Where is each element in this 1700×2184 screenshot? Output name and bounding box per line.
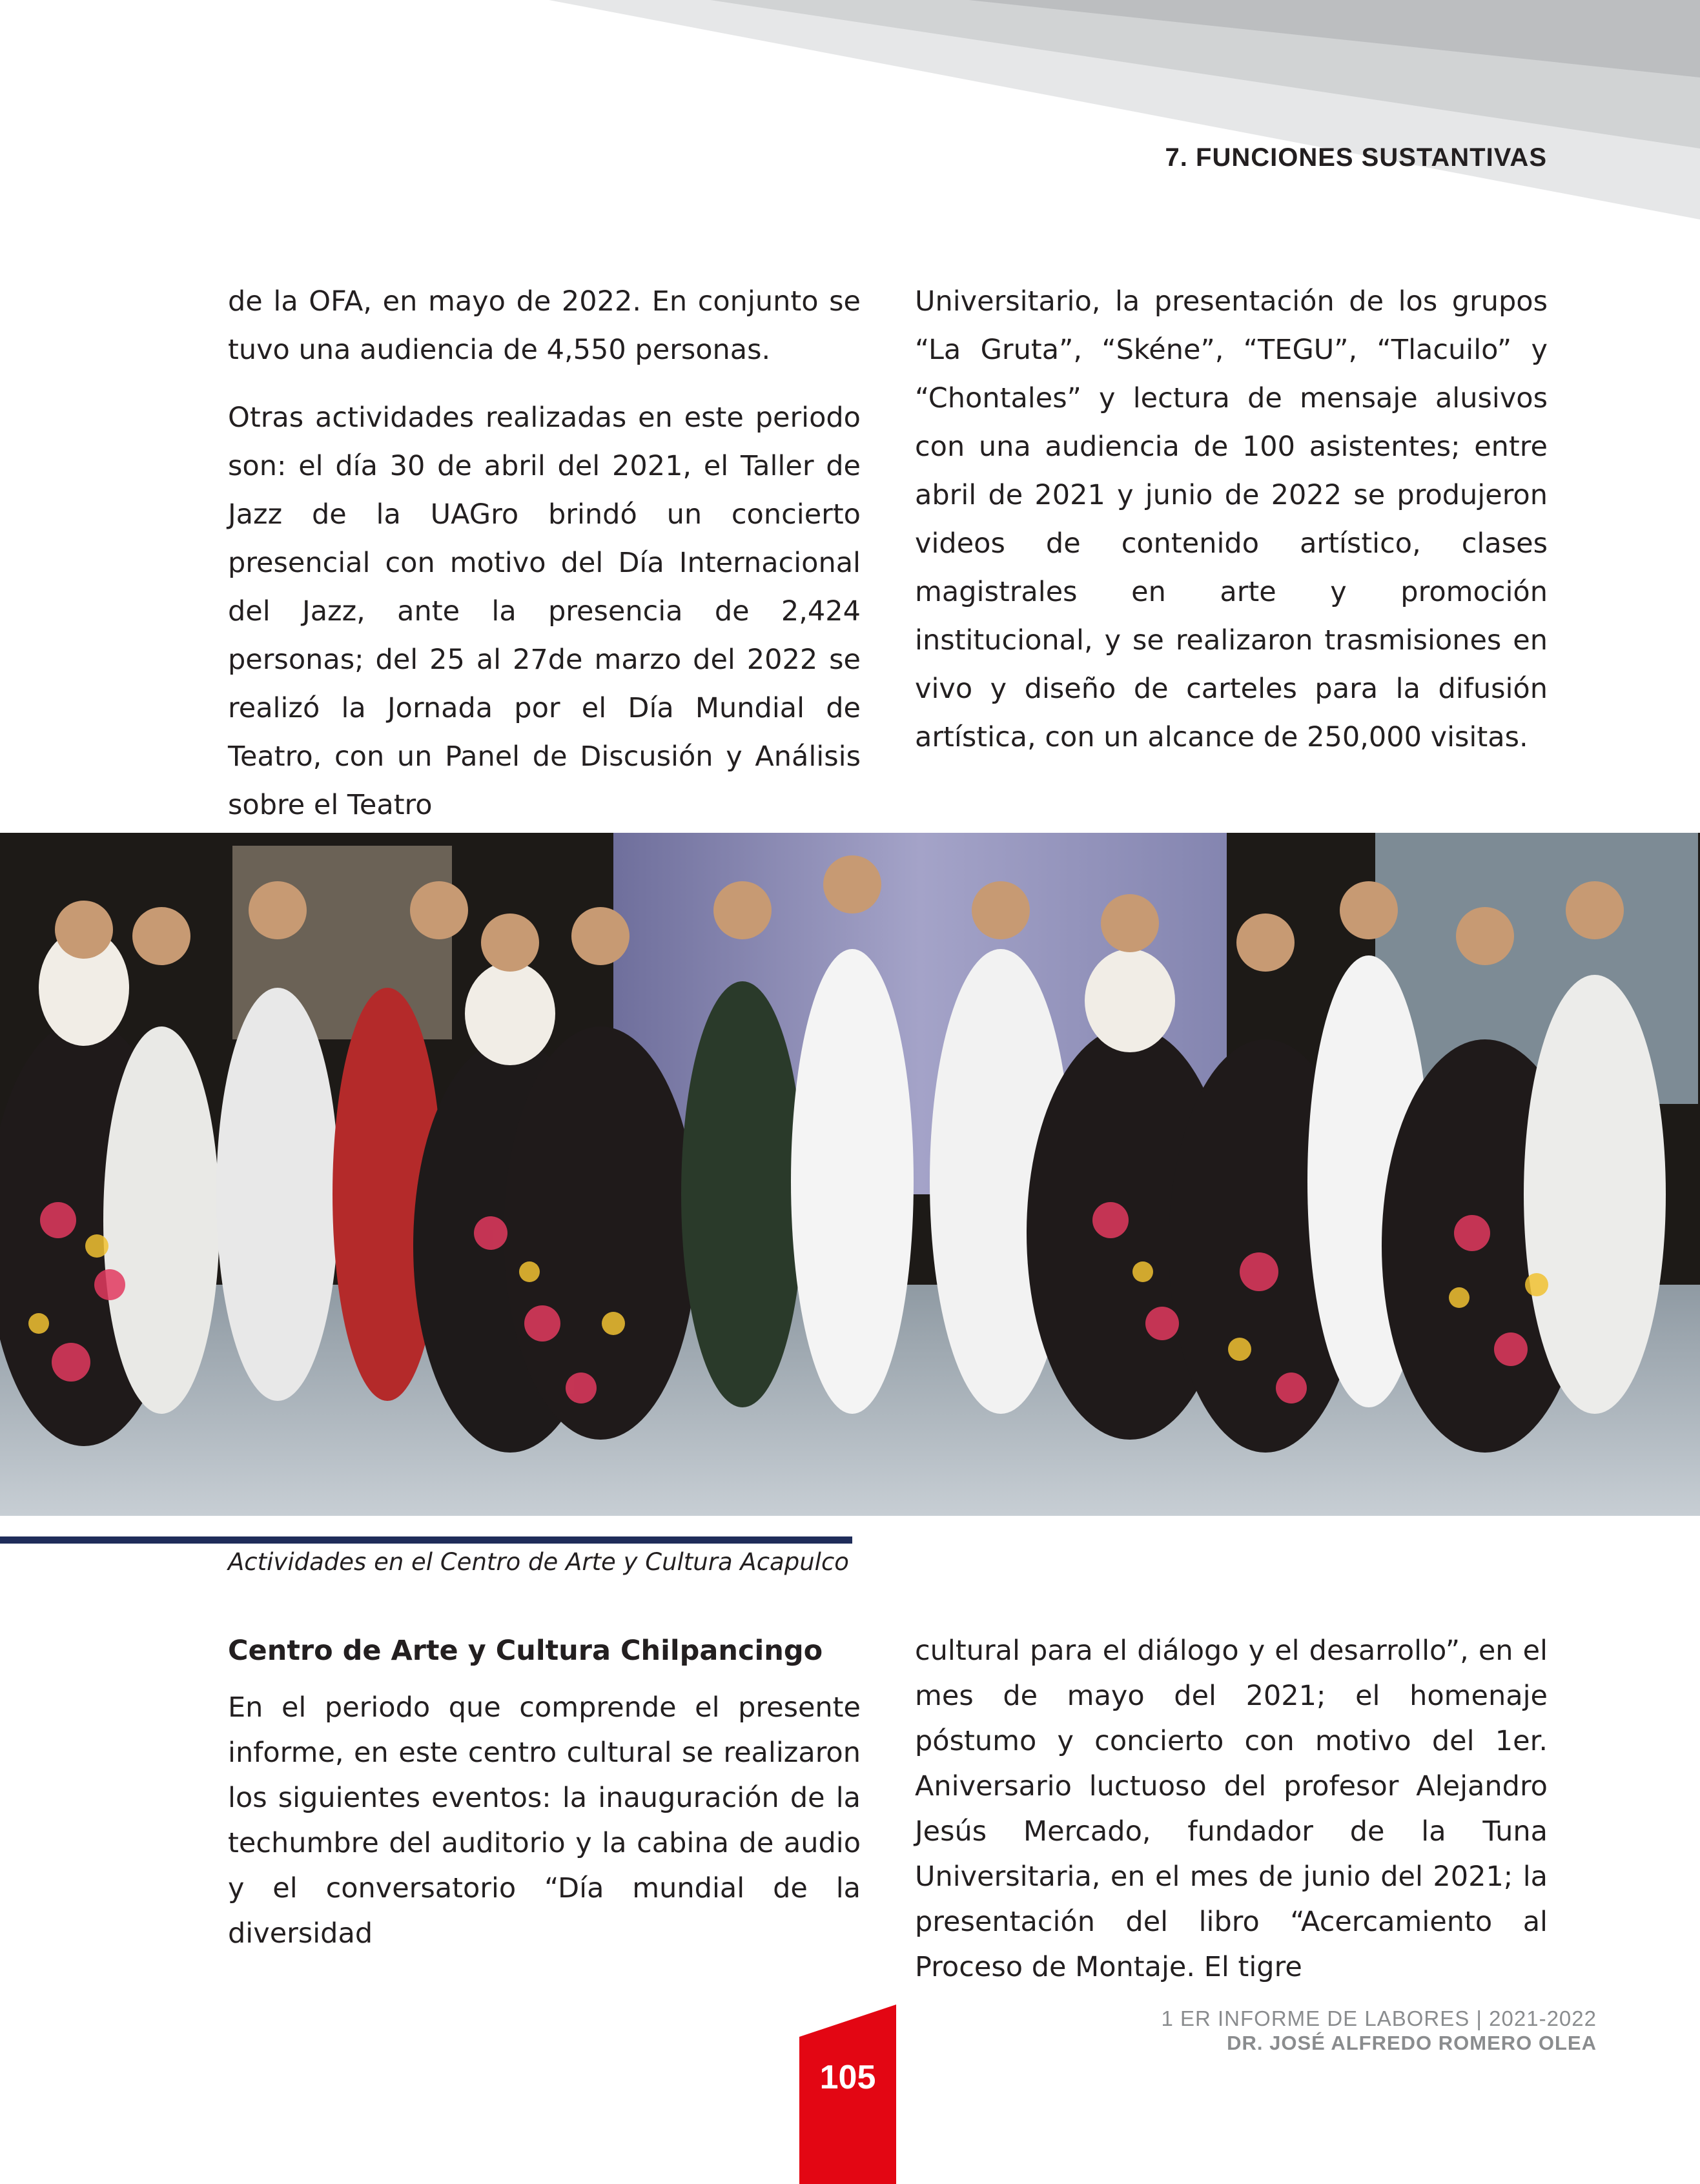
left-column-bottom bbox=[228, 1628, 861, 1968]
paragraph: En el periodo que comprende el presente informe, en este centro cultural se realizaron los siguientes eventos: la inauguración de la techumbre del auditorio y la cabina de audio y el conversatorio “Día mundial de la diversidad bbox=[228, 1691, 861, 1950]
right-column-top bbox=[915, 278, 1548, 781]
paragraph: de la OFA, en mayo de 2022. En conjunto se tuvo una audiencia de 4,550 personas. bbox=[228, 285, 861, 366]
section-title: 7. FUNCIONES SUSTANTIVAS bbox=[1165, 143, 1547, 172]
page-number: 105 bbox=[819, 2059, 876, 2096]
photo-caption: Actividades en el Centro de Arte y Cultura Acapulco bbox=[228, 1548, 849, 1576]
footer-separator: | bbox=[1476, 2006, 1490, 2030]
footer-report-line bbox=[1161, 2006, 1597, 2031]
event-photo bbox=[0, 833, 1700, 1516]
paragraph: Otras actividades realizadas en este periodo son: el día 30 de abril del 2021, el Taller de Jazz de la UAGro brindó un concierto presencial con motivo del Día Internacional del Jazz, ante la presencia de 2,424 personas; del 25 al 27de marzo del 2022 se realizó la Jornada por el Día Mundial de Teatro, con un Panel de Discusión y Análisis sobre el Teatro bbox=[228, 402, 861, 821]
header-swoosh-decoration bbox=[0, 0, 1700, 232]
footer-author: DR. JOSÉ ALFREDO ROMERO OLEA bbox=[1227, 2032, 1597, 2054]
right-column-bottom bbox=[915, 1628, 1548, 2001]
caption-divider bbox=[0, 1536, 852, 1544]
paragraph: cultural para el diálogo y el desarrollo”, en el mes de mayo del 2021; el homenaje póstumo y concierto con motivo del 1er. Aniversario luctuoso del profesor Alejandro Jesús Mercado, fundador de la Tuna Universitaria, en el mes de junio del 2021; la presentación del libro “Acercamiento al Proceso de Montaje. El tigre bbox=[915, 1635, 1548, 1983]
footer-report-title: 1 ER INFORME DE LABORES bbox=[1161, 2006, 1470, 2030]
paragraph: Universitario, la presentación de los grupos “La Gruta”, “Skéne”, “TEGU”, “Tlacuilo” y “Chontales” y lectura de mensaje alusivos con una audiencia de 100 asistentes; entre abril de 2021 y junio de 2022 se produjeron videos de contenido artístico, clases magistrales en arte y promoción institucional, y se realizaron trasmisiones en vivo y diseño de carteles para la difusión artística, con un alcance de 250,000 visitas. bbox=[915, 285, 1548, 753]
footer-report-years: 2021-2022 bbox=[1489, 2006, 1597, 2030]
subheading: Centro de Arte y Cultura Chilpancingo bbox=[228, 1635, 823, 1667]
group-photo-illustration bbox=[0, 833, 1700, 1516]
left-column-top bbox=[228, 278, 861, 849]
